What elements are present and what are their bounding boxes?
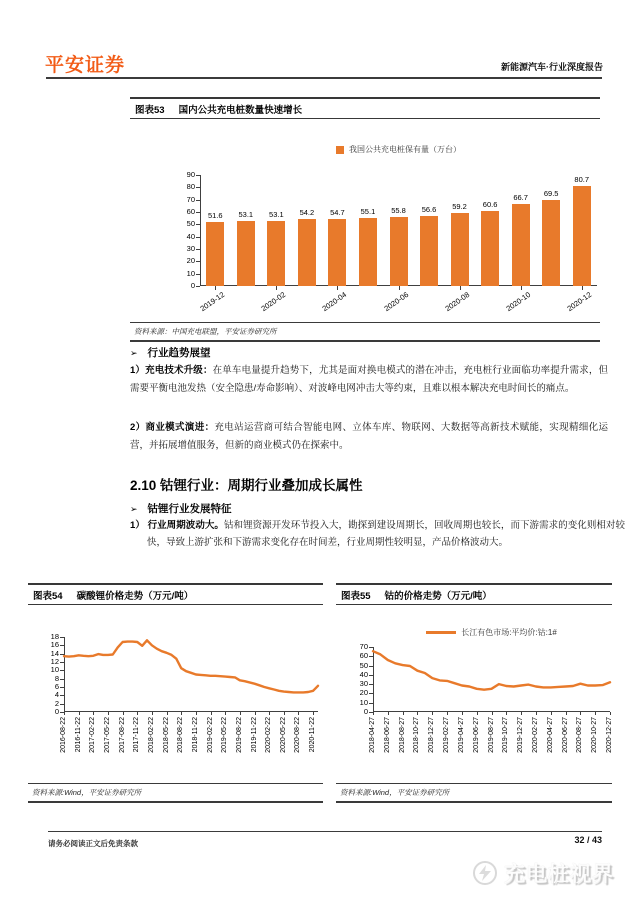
x-axis-tick xyxy=(521,712,522,715)
y-axis-tick-label: 70 xyxy=(359,642,368,651)
y-axis-tick xyxy=(196,200,200,201)
x-axis-tick xyxy=(313,712,314,715)
x-axis-tick xyxy=(399,286,400,290)
y-axis-tick-label: 70 xyxy=(186,194,195,204)
x-axis-tick-label: 2019-10-27 xyxy=(502,717,510,753)
report-type-label: 新能源汽车·行业深度报告 xyxy=(501,62,603,72)
x-axis-tick-label: 2019-05-22 xyxy=(221,717,229,753)
bar xyxy=(390,217,408,286)
bar xyxy=(267,221,285,286)
paragraph-business-model xyxy=(130,419,608,455)
paragraph-charging-upgrade xyxy=(130,362,608,398)
y-axis-tick-label: 14 xyxy=(50,648,59,658)
trend-outlook-heading xyxy=(130,345,211,360)
x-axis-tick-label: 2018-12-27 xyxy=(428,717,436,753)
x-axis-tick xyxy=(240,712,241,715)
x-axis-tick-label: 2020-12 xyxy=(565,290,593,314)
figure-54 xyxy=(28,583,323,803)
y-axis-tick-label: 50 xyxy=(186,219,195,229)
x-axis-tick-label: 2019-08-27 xyxy=(487,717,495,753)
brand-logo: 平安证券 xyxy=(45,55,126,76)
y-axis-tick xyxy=(196,261,200,262)
x-axis-tick-label: 2020-02 xyxy=(259,290,288,314)
bar xyxy=(328,219,346,286)
figure-53-title xyxy=(130,97,600,119)
paragraph-lead: 1） 行业周期波动大。 xyxy=(130,520,224,531)
figure-54-title xyxy=(28,583,323,605)
x-axis-tick-label: 2018-10-27 xyxy=(413,717,421,753)
x-axis-tick-label: 2017-05-22 xyxy=(103,717,111,753)
x-axis-tick-label: 2016-08-22 xyxy=(60,717,67,753)
chart-legend xyxy=(373,627,610,638)
x-axis-tick-label: 2019-04-27 xyxy=(457,717,465,753)
x-axis-tick xyxy=(167,712,168,715)
x-axis-tick-label: 2019-06-27 xyxy=(472,717,480,753)
y-axis-tick xyxy=(196,274,200,275)
x-axis-tick-label: 2018-06-27 xyxy=(383,717,391,753)
bar-value-label: 55.1 xyxy=(360,207,376,217)
bar xyxy=(237,221,255,286)
figure-55-source: 资料来源:Wind，平安证券研究所 xyxy=(336,783,612,803)
paragraph-text: 在单车电量提升趋势下，尤其是面对换电模式的潜在冲击，充电桩行业面临功率提升需求，但需要平衡电池发热（安全隐患/寿命影响）、对波峰电网冲击大等约束，且难以根本解决充电时间长的痛点。 xyxy=(130,365,608,394)
x-axis-tick xyxy=(551,712,552,715)
x-axis-tick-label: 2017-02-22 xyxy=(89,717,97,753)
legend-label: 长江有色市场:平均价:钴:1# xyxy=(461,628,557,637)
y-axis-tick-label: 30 xyxy=(359,679,368,689)
y-axis-tick-label: 16 xyxy=(50,640,59,650)
bar xyxy=(298,219,316,286)
x-axis-tick xyxy=(610,712,611,715)
legend-swatch-line xyxy=(426,631,456,634)
bullet-arrow-icon: ➢ xyxy=(130,504,138,514)
x-axis-tick xyxy=(64,712,65,715)
x-axis-tick-label: 2019-02-27 xyxy=(443,717,451,753)
x-axis-tick-label: 2020-04-27 xyxy=(546,717,554,753)
x-axis-tick xyxy=(462,712,463,715)
x-axis-tick xyxy=(521,286,522,290)
bar-value-label: 69.5 xyxy=(543,189,559,199)
x-axis-tick-label: 2020-10 xyxy=(504,290,532,314)
x-axis-tick xyxy=(255,712,256,715)
bar-value-label: 80.7 xyxy=(574,175,590,185)
bar xyxy=(451,213,469,286)
bar-value-label: 56.6 xyxy=(421,205,437,215)
x-axis-tick-label: 2019-02-22 xyxy=(206,717,214,753)
x-axis-tick-label: 2018-11-22 xyxy=(191,717,199,753)
x-axis-tick-label: 2019-08-22 xyxy=(235,717,243,753)
x-axis-tick xyxy=(269,712,270,715)
y-axis-tick xyxy=(196,286,200,287)
x-axis-tick-label: 2017-11-22 xyxy=(133,717,141,753)
figure-55 xyxy=(336,583,612,803)
x-axis-tick-label: 2020-05-22 xyxy=(279,717,287,753)
x-axis-tick xyxy=(123,712,124,715)
x-axis-tick-label: 2018-08-22 xyxy=(177,717,185,753)
y-axis-tick-label: 50 xyxy=(359,660,368,670)
paragraph-lead: 2）商业模式演进： xyxy=(130,422,215,433)
x-axis-tick-label: 2020-06 xyxy=(381,290,410,314)
y-axis-tick-label: 80 xyxy=(186,182,195,192)
x-axis-tick xyxy=(432,712,433,715)
x-axis-tick xyxy=(211,712,212,715)
x-axis-tick xyxy=(595,712,596,715)
figure-55-title-text: 钴的价格走势（万元/吨） xyxy=(384,591,492,602)
paragraph-text: 钴和锂资源开发环节投入大，勘探到建设周期长，回收周期也较长，而下游需求的变化则相对较快，导致上游扩张和下游需求变化存在时间差，行业周期性较明显，产品价格波动大。 xyxy=(147,520,625,548)
y-axis-tick-label: 2 xyxy=(54,698,59,708)
bar xyxy=(512,204,530,286)
watermark xyxy=(473,858,614,888)
paragraph-industry-cycle xyxy=(130,518,625,551)
bullet-arrow-icon: ➢ xyxy=(130,348,138,358)
x-axis-tick xyxy=(460,286,461,290)
watermark-logo-icon xyxy=(473,861,497,885)
x-axis-tick xyxy=(337,286,338,290)
chart-legend xyxy=(200,144,597,155)
x-axis-tick xyxy=(403,712,404,715)
x-axis-tick-label: 2020-08-22 xyxy=(294,717,302,753)
y-axis-tick-label: 6 xyxy=(54,682,59,691)
x-axis-tick-label: 2020-08 xyxy=(443,290,471,314)
y-axis-tick-label: 10 xyxy=(186,268,195,278)
legend-swatch-square xyxy=(336,146,344,154)
figure-53-source: 资料来源：中国充电联盟，平安证券研究所 xyxy=(130,322,600,342)
y-axis-tick-label: 60 xyxy=(359,651,368,661)
y-axis-tick-label: 60 xyxy=(186,207,195,216)
bar xyxy=(542,200,560,286)
x-axis-tick xyxy=(373,712,374,715)
section-2-10-heading: 2.10 钴锂行业：周期行业叠加成长属性 xyxy=(130,478,363,493)
y-axis-tick-label: 0 xyxy=(363,707,368,716)
x-axis-tick-label: 2020-08-27 xyxy=(576,717,584,753)
x-axis-tick xyxy=(196,712,197,715)
x-axis-tick-label: 2020-12-27 xyxy=(606,717,613,753)
bar-value-label: 66.7 xyxy=(513,192,528,202)
x-axis-tick xyxy=(388,712,389,715)
bar-value-label: 53.1 xyxy=(238,209,254,219)
x-axis-tick xyxy=(93,712,94,715)
x-axis-tick-label: 2020-11-22 xyxy=(309,717,317,753)
x-axis-tick xyxy=(225,712,226,715)
paragraph-lead: 1）充电技术升级： xyxy=(130,365,213,376)
bar xyxy=(206,222,224,286)
figure-54-title-text: 碳酸锂价格走势（万元/吨） xyxy=(76,591,194,602)
page-number: 32 / 43 xyxy=(574,835,602,845)
x-axis-tick xyxy=(276,286,277,290)
y-axis-tick-label: 4 xyxy=(54,690,59,700)
bar-value-label: 55.8 xyxy=(391,206,406,216)
x-axis-tick xyxy=(580,712,581,715)
figure-53-label: 图表53 xyxy=(135,105,165,116)
x-axis-tick-label: 2020-02-22 xyxy=(265,717,273,753)
y-axis-tick-label: 40 xyxy=(186,231,195,241)
figure-53-chart xyxy=(130,119,600,322)
price-line-series xyxy=(64,637,318,712)
paragraph-text: 充电站运营商可结合智能电网、立体车库、物联网、大数据等高新技术赋能，实现精细化运营，并拓展增值服务，但新的商业模式仍在探索中。 xyxy=(130,422,608,451)
watermark-text: 充电桩视界 xyxy=(504,863,614,886)
x-axis-tick xyxy=(79,712,80,715)
x-axis-tick xyxy=(566,712,567,715)
x-axis-tick xyxy=(152,712,153,715)
bar-value-label: 51.6 xyxy=(207,211,223,221)
x-axis-tick-label: 2018-08-27 xyxy=(398,717,406,753)
bar xyxy=(420,216,438,286)
y-axis-tick xyxy=(196,175,200,176)
x-axis-tick-label: 2019-12-27 xyxy=(517,717,525,753)
y-axis-tick xyxy=(196,249,200,250)
y-axis-tick xyxy=(196,237,200,238)
x-axis-tick xyxy=(108,712,109,715)
y-axis-tick-label: 12 xyxy=(50,657,59,666)
x-axis-tick xyxy=(181,712,182,715)
figure-53 xyxy=(130,97,600,342)
y-axis-tick-label: 40 xyxy=(359,669,368,679)
x-axis-tick xyxy=(582,286,583,290)
y-axis-tick-label: 18 xyxy=(50,632,59,641)
y-axis-tick-label: 20 xyxy=(186,256,195,266)
trend-outlook-heading-text: 行业趋势展望 xyxy=(147,347,211,359)
y-axis-tick-label: 0 xyxy=(54,707,59,716)
y-axis-tick-label: 20 xyxy=(359,688,368,698)
figure-55-label: 图表55 xyxy=(341,591,371,602)
bar xyxy=(481,211,499,286)
x-axis-tick-label: 2017-08-22 xyxy=(118,717,126,753)
figure-54-label: 图表54 xyxy=(33,591,63,602)
header-rule xyxy=(46,77,602,79)
x-axis-tick xyxy=(137,712,138,715)
x-axis-tick-label: 2019-12 xyxy=(198,290,227,314)
x-axis-tick xyxy=(417,712,418,715)
bar-value-label: 59.2 xyxy=(452,201,467,211)
x-axis-tick-label: 2020-04 xyxy=(320,290,349,314)
x-axis-tick xyxy=(298,712,299,715)
y-axis-tick-label: 30 xyxy=(186,244,195,253)
figure-55-chart xyxy=(336,605,612,783)
x-axis-tick xyxy=(284,712,285,715)
y-axis-tick-label: 8 xyxy=(54,673,59,683)
y-axis-tick-label: 10 xyxy=(50,665,59,675)
x-axis-tick-label: 2018-02-22 xyxy=(147,717,155,753)
x-axis-tick xyxy=(447,712,448,715)
x-axis-tick-label: 2018-05-22 xyxy=(162,717,170,753)
y-axis-tick-label: 0 xyxy=(190,281,195,290)
y-axis-tick xyxy=(196,187,200,188)
bar-value-label: 54.2 xyxy=(299,208,315,218)
x-axis-tick xyxy=(492,712,493,715)
price-line-series xyxy=(373,647,610,712)
bar-value-label: 60.6 xyxy=(482,200,498,210)
y-axis-tick xyxy=(196,224,200,225)
bar-value-label: 54.7 xyxy=(330,207,345,217)
cobalt-lithium-heading xyxy=(130,501,232,516)
x-axis-tick-label: 2020-10-27 xyxy=(591,717,599,753)
bar xyxy=(573,186,591,286)
legend-label: 我国公共充电桩保有量（万台） xyxy=(349,145,461,154)
y-axis-tick-label: 10 xyxy=(359,697,368,707)
figure-55-title xyxy=(336,583,612,605)
x-axis-tick xyxy=(477,712,478,715)
bar xyxy=(359,218,377,286)
figure-54-chart xyxy=(28,605,323,783)
x-axis-tick-label: 2019-11-22 xyxy=(250,717,258,753)
bar-value-label: 53.1 xyxy=(269,209,284,219)
x-axis-tick-label: 2016-11-22 xyxy=(74,717,82,753)
footer-rule xyxy=(48,831,602,832)
x-axis-tick xyxy=(215,286,216,290)
x-axis-tick-label: 2020-06-27 xyxy=(561,717,569,753)
x-axis-tick-label: 2020-02-27 xyxy=(531,717,539,753)
footer-disclaimer: 请务必阅读正文后免责条款 xyxy=(48,839,138,848)
figure-54-source: 资料来源:Wind，平安证券研究所 xyxy=(28,783,323,803)
x-axis-tick xyxy=(536,712,537,715)
y-axis-tick-label: 90 xyxy=(186,170,195,179)
figure-53-title-text: 国内公共充电桩数量快速增长 xyxy=(178,105,303,116)
x-axis-tick-label: 2018-04-27 xyxy=(369,717,376,753)
x-axis-tick xyxy=(506,712,507,715)
cobalt-lithium-heading-text: 钴锂行业发展特征 xyxy=(147,503,232,515)
